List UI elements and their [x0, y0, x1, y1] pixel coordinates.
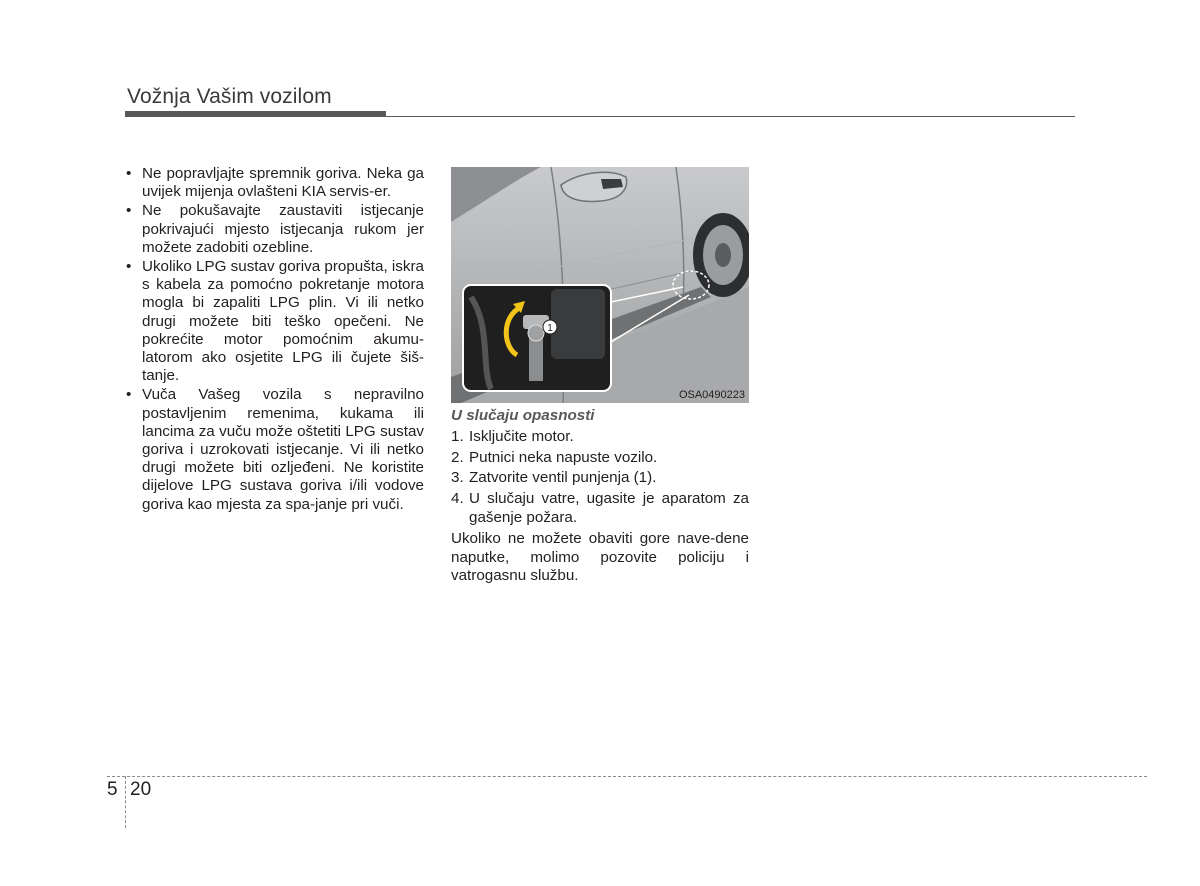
step-item	[451, 449, 749, 468]
section-heading: U slučaju opasnosti	[451, 407, 595, 424]
bullet-text: Vuča Vašeg vozila s nepravilno postavljenim remenima, kukama ili lancima za vuču može oštetiti LPG sustav goriva i uzrokovati istjecanje. Vi ili netko drugi možete biti ozljeđeni. Ne koristite dijelove LPG sustava goriva i/ili vodove goriva kao mjesta za spa-janje pri vuči.	[142, 386, 424, 513]
bullet-item	[124, 258, 424, 385]
step-number: 4.	[451, 490, 464, 508]
bullet-item	[124, 165, 424, 201]
bullet-text: Ne popravljajte spremnik goriva. Neka ga uvijek mijenja ovlašteni KIA servis-er.	[142, 165, 424, 201]
bullet-text: Ne pokušavajte zaustaviti istjecanje pokrivajući mjesto istjecanja rukom jer možete zadobiti ozebline.	[142, 202, 424, 256]
step-number: 2.	[451, 448, 464, 466]
warning-bullet-list	[124, 165, 424, 514]
emergency-steps-list	[451, 428, 749, 528]
bullet-dot-icon: •	[126, 386, 132, 404]
bullet-dot-icon: •	[126, 165, 132, 182]
step-item	[451, 469, 749, 488]
callout-number: 1	[547, 323, 553, 334]
step-text: Putnici neka napuste vozilo.	[469, 448, 658, 466]
step-item	[451, 428, 749, 447]
car-side-illustration	[451, 167, 749, 403]
header-bar	[125, 111, 386, 117]
step-text: U slučaju vatre, ugasite je aparatom za gašenje požara.	[469, 490, 749, 526]
step-text: Isključite motor.	[469, 427, 574, 445]
footer-divider	[125, 776, 126, 828]
bullet-item	[124, 202, 424, 257]
chapter-number: 5	[107, 779, 118, 800]
valve-closeup-inset	[463, 285, 611, 391]
step-item	[451, 490, 749, 528]
step-number: 3.	[451, 469, 464, 487]
bullet-dot-icon: •	[126, 202, 132, 220]
left-column	[124, 165, 424, 515]
figure-code: OSA0490223	[678, 389, 745, 401]
step-number: 1.	[451, 427, 464, 445]
header-rule	[386, 116, 1075, 117]
note-paragraph: Ukoliko ne možete obaviti gore nave-dene naputke, molimo pozovite policiju i vatrogasnu službu.	[451, 529, 749, 585]
bullet-dot-icon: •	[126, 258, 132, 276]
page-header-title: Vožnja Vašim vozilom	[127, 85, 332, 108]
footer-rule	[107, 776, 1147, 777]
right-column	[451, 407, 749, 586]
page-number: 20	[130, 779, 152, 800]
bullet-text: Ukoliko LPG sustav goriva propušta, iskra s kabela za pomoćno pokretanje motora mogla bi zapaliti LPG plin. Vi ili netko drugi možete biti teško opečeni. Ne pokrećite motor pomoćnim akumu-latorom ako osjetite LPG ili čujete šiš-tanje.	[142, 258, 424, 385]
step-text: Zatvorite ventil punjenja (1).	[469, 469, 657, 487]
bullet-item	[124, 386, 424, 513]
lpg-valve-figure	[451, 167, 749, 403]
